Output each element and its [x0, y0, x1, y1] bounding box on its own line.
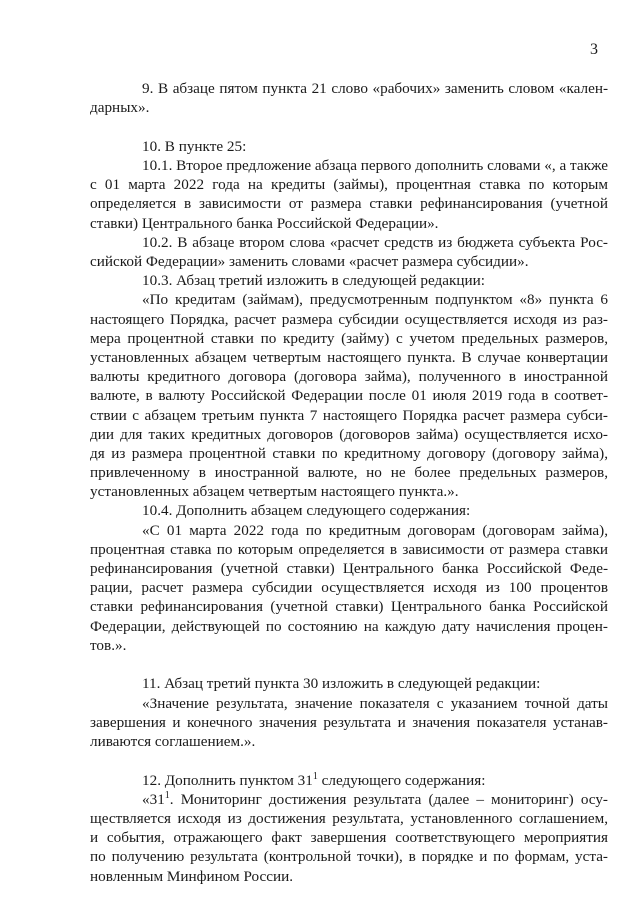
text-line: дии для таких кредитных договоров (договоров займа) осуществляется исхо-	[90, 425, 608, 443]
text-line: по получению результата (контрольной точки), в порядке и по формам, уста-	[90, 848, 608, 866]
text-line: рации, расчет размера субсидии осуществляется исходя из 100 процентов	[90, 579, 608, 597]
text-line: определяется в зависимости от размера ставки рефинансирования (учетной	[90, 195, 608, 213]
text-line: установленных абзацем четвертым настоящего пункта.».	[90, 483, 459, 501]
text-line: 10.4. Дополнить абзацем следующего содержания:	[142, 502, 471, 520]
heading-text: следующего содержания:	[317, 771, 486, 789]
text-line: ставки рефинансирования (учетной ставки) Центрального банка Российской	[90, 598, 608, 616]
paragraph-gap	[90, 117, 608, 137]
text-line	[90, 790, 608, 809]
text-line: процентная ставка по которым определяется в зависимости от размера ставки	[90, 540, 608, 558]
superscript: 1	[164, 789, 170, 801]
text-line: ливаются соглашением.».	[90, 733, 256, 750]
text-line: с 01 марта 2022 года на кредиты (займы), процентная ставка по которым	[90, 176, 608, 194]
text-line: рефинансирования (учетной ставки) Центрального банка Российской Феде-	[90, 560, 608, 577]
text-line: валюты кредитного договора (договора займа), полученного в иностранной	[90, 368, 608, 386]
item-12	[90, 771, 608, 886]
text-line: 10.1. Второе предложение абзаца первого дополнить словами «, а также	[142, 157, 608, 175]
item-heading: 11. Абзац третий пункта 30 изложить в следующей редакции:	[142, 675, 541, 693]
text-line: 10.2. В абзаце втором слова «расчет средств из бюджета субъекта Рос-	[142, 233, 608, 251]
line-text: . Мониторинг достижения результата (далее – мониторинг) осу-	[169, 790, 608, 808]
text-line: «С 01 марта 2022 года по кредитным договорам (договорам займа),	[142, 521, 608, 539]
item-heading: 10. В пункте 25:	[142, 137, 247, 155]
item-11	[90, 674, 608, 751]
text-line: Федерации, действующей по состоянию на каждую дату начисления процен-	[90, 617, 608, 635]
paragraph-gap	[90, 655, 608, 675]
page-number: 3	[590, 41, 598, 58]
text-line: установленных абзацем четвертым настоящего пункта. В случае конвертации	[90, 348, 608, 366]
text-line: дарных».	[90, 99, 150, 117]
text-line: 9. В абзаце пятом пункта 21 слово «рабочих» заменить словом «кален-	[142, 80, 608, 97]
text-line: «По кредитам (займам), предусмотренным подпунктом «8» пункта 6	[142, 291, 608, 309]
heading-text: 12. Дополнить пунктом 31	[142, 771, 313, 789]
text-line: ставки) Центрального банка Российской Федерации».	[90, 214, 439, 232]
paragraph-gap	[90, 751, 608, 771]
text-line: ществляется исходя из достижения результата, установленного соглашением,	[90, 810, 608, 828]
text-line: привлеченному в иностранной валюте, но не более предельных размеров,	[90, 464, 608, 482]
item-9	[90, 79, 608, 117]
item-10	[90, 137, 608, 655]
document-body	[90, 79, 608, 886]
text-line: мера процентной ставки по кредиту (займу) с учетом предельных размеров,	[90, 329, 608, 347]
text-line: новленным Минфином России.	[90, 867, 294, 885]
text-line: и события, отражающего факт завершения соответствующего мероприятия	[90, 829, 608, 847]
superscript: 1	[312, 770, 318, 782]
text-line: завершения и конечного значения результата и значения показателя устанав-	[90, 713, 608, 731]
text-line: сийской Федерации» заменить словами «расчет размера субсидии».	[90, 253, 529, 270]
text-line: тов.».	[90, 636, 127, 654]
text-line: ствии с абзацем третьим пункта 7 настоящего Порядка расчет размера субси-	[90, 406, 608, 424]
text-line: настоящего Порядка, расчет размера субсидии осуществляется исходя из раз-	[90, 310, 608, 328]
line-text: «31	[142, 790, 165, 808]
text-line: 10.3. Абзац третий изложить в следующей редакции:	[142, 272, 485, 290]
item-heading	[90, 771, 608, 790]
text-line: «Значение результата, значение показателя с указанием точной даты	[142, 694, 608, 712]
text-line: дя из размера процентной ставки по кредитному договору (договору займа),	[90, 444, 608, 462]
text-line: валюте, в валюту Российской Федерации после 01 июля 2019 года в соответ-	[90, 387, 608, 405]
